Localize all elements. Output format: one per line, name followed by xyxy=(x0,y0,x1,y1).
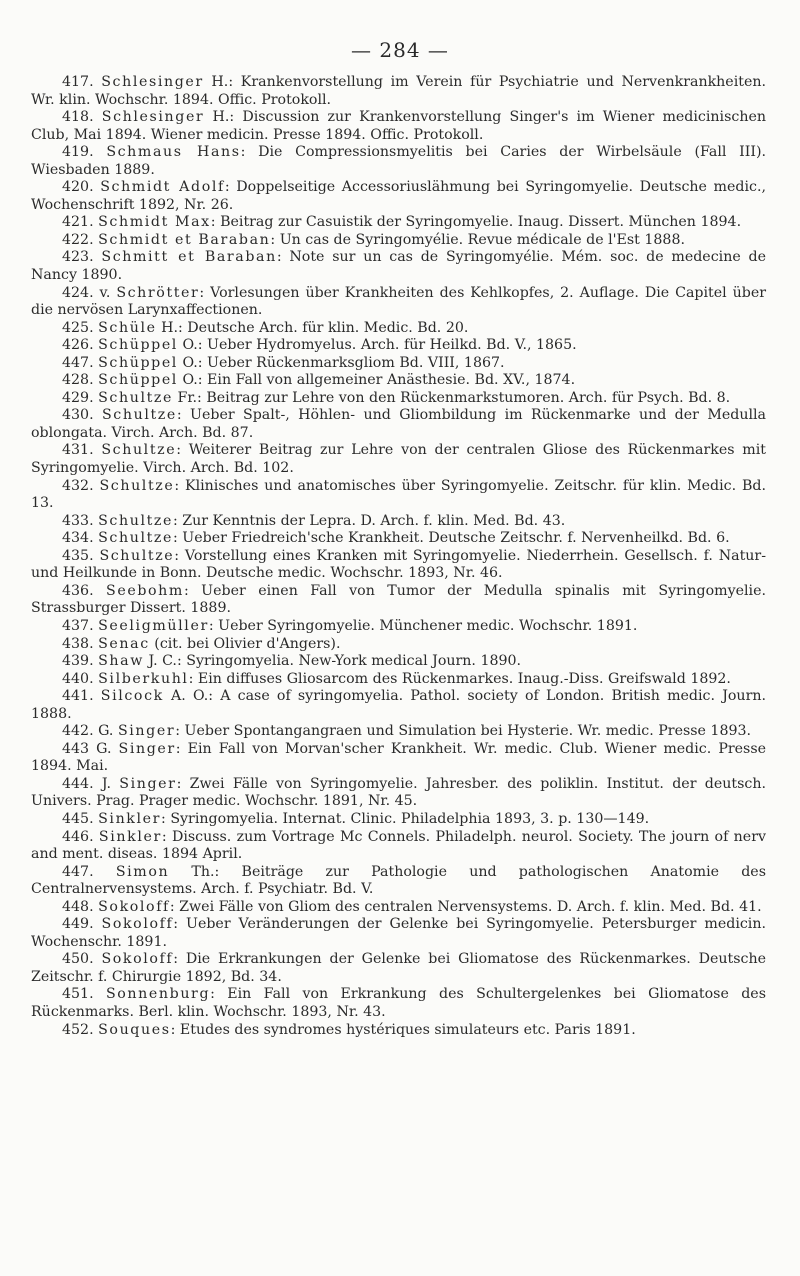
bibliography-entry: 446. Sinkler: Discuss. zum Vortrage Mc Connels. Philadelph. neurol. Society. The journ of nerv and ment. diseas. 1894 April. xyxy=(31,828,767,863)
entry-author: Singer xyxy=(119,775,177,792)
entry-author: Schultze xyxy=(98,512,173,529)
entry-author: Senac xyxy=(98,635,150,652)
entry-author: Schultze xyxy=(101,407,177,424)
entry-author: Shaw xyxy=(98,653,144,670)
entry-author: Schüle xyxy=(98,319,157,336)
entry-author: Schmaus Hans xyxy=(106,144,241,161)
bibliography-entry: 433. Schultze: Zur Kenntnis der Lepra. D. Arch. f. klin. Med. Bd. 43. xyxy=(62,512,566,529)
bibliography-entry: 434. Schultze: Ueber Friedreich'sche Krankheit. Deutsche Zeitschr. f. Nervenheilkd. Bd. 6. xyxy=(62,530,730,547)
bibliography-entry: 431. Schultze: Weiterer Beitrag zur Lehre von der centralen Gliose des Rückenmarkes mit Syringomyelie. Virch. Arch. Bd. 102. xyxy=(31,442,766,477)
entry-author: Simon xyxy=(115,863,170,880)
bibliography-entry: 448. Sokoloff: Zwei Fälle von Gliom des centralen Nervensystems. D. Arch. f. klin. Med. Bd. 41. xyxy=(62,898,762,915)
entry-author: Schmidt Adolf xyxy=(100,179,225,196)
entry-author: Sokoloff xyxy=(101,916,174,933)
bibliography-entry: 450. Sokoloff: Die Erkrankungen der Gelenke bei Gliomatose des Rückenmarkes. Deutsche Zeitschr. f. Chirurgie 1892, Bd. 34. xyxy=(31,951,766,985)
bibliography-entry: 447. Simon Th.: Beiträge zur Pathologie und pathologischen Anatomie des Centralnervensystems. Arch. f. Psychiatr. Bd. V. xyxy=(31,863,766,898)
bibliography-entry: 421. Schmidt Max: Beitrag zur Casuistik der Syringomyelie. Inaug. Dissert. München 1894. xyxy=(62,214,742,231)
bibliography-entry: 449. Sokoloff: Ueber Veränderungen der Gelenke bei Syringomyelie. Petersburger medicin. Wochenschr. 1891. xyxy=(31,916,766,950)
bibliography-entry: 422. Schmidt et Baraban: Un cas de Syringomyélie. Revue médicale de l'Est 1888. xyxy=(62,231,685,248)
bibliography-entry: 441. Silcock A. O.: A case of syringomyelia. Pathol. society of London. British medic. Journ. 1888. xyxy=(31,688,766,722)
entry-author: Schmidt Max xyxy=(98,214,211,231)
bibliography-entry: 440. Silberkuhl: Ein diffuses Gliosarcom des Rückenmarkes. Inaug.-Diss. Greifswald 1892. xyxy=(62,670,731,687)
entry-author: Schultze xyxy=(98,530,173,547)
entry-author: Schultze xyxy=(99,547,175,564)
bibliography-entry: 435. Schultze: Vorstellung eines Kranken mit Syringomyelie. Niederrhein. Gesellsch. f. Natur- und Heilkunde in Bonn. Deutsche medic. Wochschr. 1893, Nr. 46. xyxy=(31,547,766,582)
bibliography-entry: 417. Schlesinger H.: Krankenvorstellung im Verein für Psychiatrie und Nervenkrankheiten. Wr. klin. Wochschr. 1894. Offic. Protokoll. xyxy=(31,74,766,108)
bibliography-entry: 418. Schlesinger H.: Discussion zur Krankenvorstellung Singer's im Wiener medicinischen Club, Mai 1894. Wiener medicin. Presse 1894. Offic. Protokoll. xyxy=(31,109,766,143)
bibliography-entry: 444. J. Singer: Zwei Fälle von Syringomyelie. Jahresber. des poliklin. Institut. der deutsch. Univers. Prag. Prager medic. Wochschr. 1891, Nr. 45. xyxy=(31,775,766,810)
bibliography-list xyxy=(31,74,766,1039)
bibliography-entry: 437. Seeligmüller: Ueber Syringomyelie. Münchener medic. Wochschr. 1891. xyxy=(62,617,638,634)
entry-author: Souques xyxy=(98,1021,171,1038)
entry-author: Schlesinger xyxy=(101,109,205,126)
bibliography-entry: 425. Schüle H.: Deutsche Arch. für klin. Medic. Bd. 20. xyxy=(62,319,469,336)
bibliography-entry: 424. v. Schrötter: Vorlesungen über Krankheiten des Kehlkopfes, 2. Auflage. Die Capitel über die nervösen Larynxaffectionen. xyxy=(31,284,767,319)
bibliography-entry: 451. Sonnenburg: Ein Fall von Erkrankung des Schultergelenkes bei Gliomatose des Rückenmarks. Berl. klin. Wochschr. 1893, Nr. 43. xyxy=(31,986,766,1020)
entry-author: Schultze xyxy=(99,477,175,494)
bibliography-entry: 430. Schultze: Ueber Spalt-, Höhlen- und Gliombildung im Rückenmarke und der Medulla oblongata. Virch. Arch. Bd. 87. xyxy=(31,407,766,441)
entry-author: Sinkler xyxy=(98,810,162,827)
entry-author: Schultze xyxy=(98,389,173,406)
bibliography-entry: 420. Schmidt Adolf: Doppelseitige Accessoriuslähmung bei Syringomyelie. Deutsche medic., Wochenschrift 1892, Nr. 26. xyxy=(31,179,766,213)
bibliography-entry: 447. Schüppel O.: Ueber Rückenmarksgliom Bd. VIII, 1867. xyxy=(62,354,505,371)
entry-author: Seeligmüller xyxy=(98,617,209,634)
entry-author: Singer xyxy=(118,740,176,757)
entry-author: Schrötter xyxy=(116,284,200,301)
entry-author: Seebohm xyxy=(106,582,184,599)
bibliography-entry: 419. Schmaus Hans: Die Compressionsmyelitis bei Caries der Wirbelsäule (Fall III). Wiesbaden 1889. xyxy=(31,144,766,178)
bibliography-entry: 423. Schmitt et Baraban: Note sur un cas de Syringomyélie. Mém. soc. de medecine de Nancy 1890. xyxy=(31,249,766,284)
entry-author: Schultze xyxy=(101,442,177,459)
bibliography-entry: 442. G. Singer: Ueber Spontangangraen und Simulation bei Hysterie. Wr. medic. Presse 1893. xyxy=(62,723,752,740)
page-number: — 284 — xyxy=(351,38,449,62)
entry-author: Schüppel xyxy=(98,337,178,354)
bibliography-entry: 439. Shaw J. C.: Syringomyelia. New-York medical Journ. 1890. xyxy=(62,653,522,670)
entry-author: Sokoloff xyxy=(98,898,170,915)
bibliography-entry: 432. Schultze: Klinisches und anatomisches über Syringomyelie. Zeitschr. für klin. Medic. Bd. 13. xyxy=(31,477,766,512)
entry-author: Schlesinger xyxy=(101,74,204,90)
entry-author: Schüppel xyxy=(98,354,178,371)
entry-author: Silberkuhl xyxy=(98,670,189,687)
entry-author: Sonnenburg xyxy=(105,986,211,1003)
bibliography-entry: 452. Souques: Etudes des syndromes hystériques simulateurs etc. Paris 1891. xyxy=(62,1021,636,1038)
entry-author: Sokoloff xyxy=(101,951,174,968)
bibliography-entry: 443 G. Singer: Ein Fall von Morvan'scher Krankheit. Wr. medic. Club. Wiener medic. Presse 1894. Mai. xyxy=(31,740,766,775)
entry-author: Schmitt et Baraban xyxy=(101,249,277,266)
entry-author: Sinkler xyxy=(98,828,162,845)
bibliography-entry: 436. Seebohm: Ueber einen Fall von Tumor der Medulla spinalis mit Syringomyelie. Strassburger Dissert. 1889. xyxy=(31,582,766,617)
bibliography-entry: 438. Senac (cit. bei Olivier d'Angers). xyxy=(62,635,341,652)
bibliography-entry: 426. Schüppel O.: Ueber Hydromyelus. Arch. für Heilkd. Bd. V., 1865. xyxy=(62,337,577,354)
bibliography-entry: 429. Schultze Fr.: Beitrag zur Lehre von den Rückenmarkstumoren. Arch. für Psych. Bd. 8. xyxy=(62,389,731,406)
bibliography-entry: 428. Schüppel O.: Ein Fall von allgemeiner Anästhesie. Bd. XV., 1874. xyxy=(62,372,576,389)
entry-author: Singer xyxy=(117,723,176,740)
entry-author: Schmidt et Baraban xyxy=(98,231,271,248)
bibliography-entry: 445. Sinkler: Syringomyelia. Internat. Clinic. Philadelphia 1893, 3. p. 130—149. xyxy=(62,810,650,827)
entry-author: Schüppel xyxy=(98,372,178,389)
entry-author: Silcock xyxy=(100,688,164,705)
